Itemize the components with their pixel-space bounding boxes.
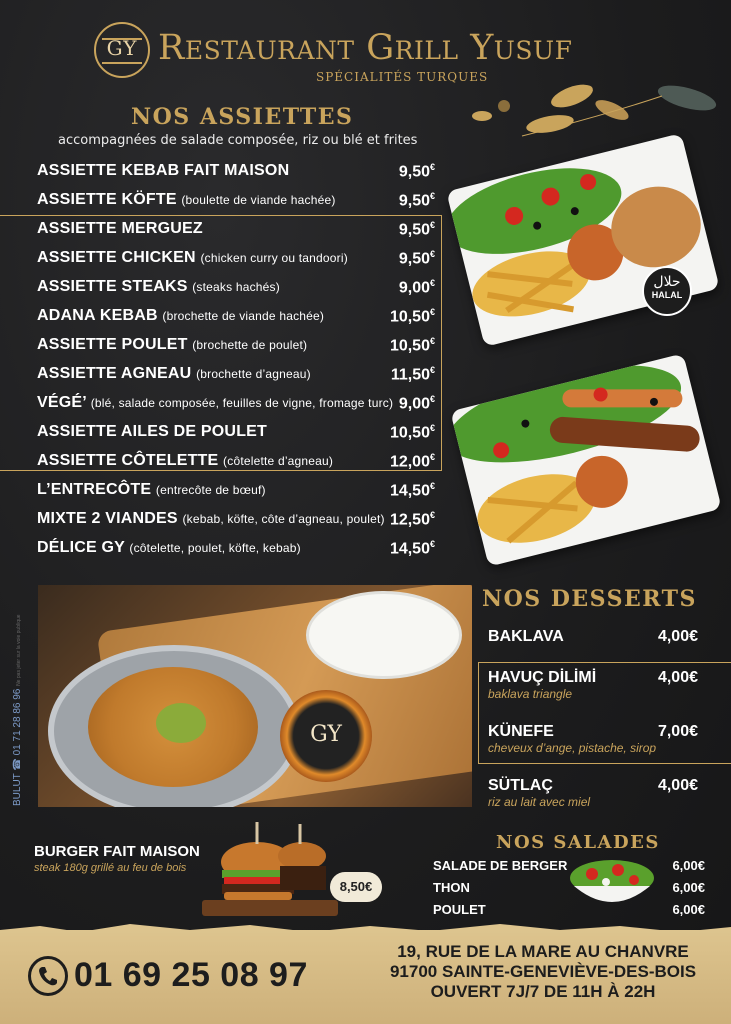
menu-item-price (399, 187, 435, 210)
menu-item-name: ADANA KEBAB (37, 307, 158, 324)
restaurant-subtitle: SPÉCIALITÉS TURQUES (316, 70, 489, 84)
menu-item-price (399, 390, 435, 413)
menu-item-row (37, 216, 435, 245)
kebab-plate-illustration (446, 133, 720, 347)
currency-symbol: € (429, 365, 435, 375)
phone-number[interactable]: 01 69 25 08 97 (74, 956, 308, 994)
menu-item-row (37, 303, 435, 332)
currency-symbol: € (429, 394, 435, 404)
halal-label: HALAL (651, 290, 683, 300)
menu-item-price-value: 12,50 (389, 511, 430, 529)
menu-item-row (37, 245, 435, 274)
menu-item-label (37, 477, 266, 499)
menu-item-name: ASSIETTE STEAKS (37, 278, 188, 295)
menu-item-description: (brochette de viande hachée) (162, 309, 325, 323)
dessert-price: 4,00€ (657, 628, 698, 645)
menu-item-row (37, 158, 435, 187)
burger-name: BURGER FAIT MAISON (34, 843, 200, 860)
menu-item-description: (boulette de viande hachée) (181, 193, 336, 207)
menu-item-price-value: 9,00 (398, 395, 430, 413)
currency-symbol: € (429, 249, 435, 259)
dessert-name: KÜNEFE (488, 723, 554, 740)
printer-phone: BULUT ☎ 01 71 28 86 96 (12, 688, 23, 806)
menu-item-price-value: 9,00 (398, 279, 430, 297)
currency-symbol: € (429, 191, 435, 201)
burger-price-badge: 8,50€ (330, 872, 382, 902)
dessert-description: cheveux d’ange, pistache, sirop (488, 741, 657, 755)
dessert-description: riz au lait avec miel (488, 795, 591, 809)
currency-symbol: € (429, 539, 435, 549)
menu-item-row (37, 274, 435, 303)
menu-item-label (37, 390, 393, 412)
menu-item-price (390, 477, 435, 500)
currency-symbol: € (429, 510, 435, 520)
dessert-item (488, 669, 698, 701)
plate-photo-2 (450, 353, 722, 566)
phone-icon (28, 956, 68, 996)
menu-item-price-value: 14,50 (389, 482, 430, 500)
halal-badge (642, 266, 692, 316)
salad-name: POULET (433, 902, 486, 917)
printer-note (12, 614, 23, 806)
dessert-price: 4,00€ (657, 777, 698, 794)
menu-item-row (37, 361, 435, 390)
menu-item-label (37, 448, 333, 470)
salad-name: SALADE DE BERGER (433, 858, 568, 873)
salades-title: NOS SALADES (496, 832, 660, 853)
menu-item-description: (kebab, köfte, côte d’agneau, poulet) (182, 512, 385, 526)
dessert-price: 4,00€ (657, 669, 698, 686)
menu-item-price-value: 10,50 (389, 424, 430, 442)
menu-item-name: L’ENTRECÔTE (37, 481, 152, 498)
menu-item-label (37, 361, 311, 383)
menu-item-label (37, 535, 301, 557)
menu-item-row (37, 390, 435, 419)
menu-item-row (37, 332, 435, 361)
menu-item-row (37, 419, 435, 448)
adana-plate-illustration (450, 353, 722, 566)
salad-name: THON (433, 880, 470, 895)
menu-item-price (390, 419, 435, 442)
menu-item-description: (brochette d’agneau) (196, 367, 311, 381)
currency-symbol: € (429, 423, 435, 433)
menu-item-label (37, 332, 307, 354)
menu-item-description: (brochette de poulet) (192, 338, 308, 352)
menu-item-label (37, 419, 267, 441)
currency-symbol: € (429, 220, 435, 230)
menu-item-label (37, 187, 336, 209)
opening-hours: OUVERT 7J/7 DE 11H À 22H (430, 982, 656, 1001)
menu-item-name: ASSIETTE MERGUEZ (37, 220, 203, 237)
menu-item-price-value: 14,50 (389, 540, 430, 558)
menu-item-name: ASSIETTE AILES DE POULET (37, 423, 268, 440)
menu-item-name: ASSIETTE AGNEAU (37, 365, 192, 382)
currency-symbol: € (429, 452, 435, 462)
currency-symbol: € (429, 278, 435, 288)
menu-item-name: ASSIETTE CHICKEN (37, 249, 196, 266)
menu-item-row (37, 477, 435, 506)
menu-item-label (37, 506, 385, 528)
halal-arabic-icon: حلال (653, 274, 681, 290)
dessert-item (488, 723, 698, 755)
leaves-decoration-icon (462, 76, 722, 146)
assiettes-subtitle: accompagnées de salade composée, riz ou blé et frites (58, 133, 418, 148)
menu-item-label (37, 274, 280, 296)
address-line1: 19, RUE DE LA MARE AU CHANVRE (397, 942, 689, 961)
menu-item-name: ASSIETTE CÔTELETTE (37, 452, 219, 469)
menu-item-price (390, 303, 435, 326)
menu-item-label (37, 216, 203, 238)
menu-item-price (390, 448, 435, 471)
currency-symbol: € (429, 336, 435, 346)
menu-item-description: (entrecôte de bœuf) (155, 483, 266, 497)
dessert-item (488, 628, 698, 646)
currency-symbol: € (429, 162, 435, 172)
menu-item-price (399, 274, 435, 297)
menu-item-name: ASSIETTE KEBAB FAIT MAISON (37, 162, 290, 179)
burger-description: steak 180g grillé au feu de bois (34, 862, 187, 874)
menu-item-row (37, 187, 435, 216)
menu-item-name: MIXTE 2 VIANDES (37, 510, 178, 527)
menu-item-label (37, 303, 324, 325)
burger-icon (202, 822, 342, 922)
address-line2: 91700 SAINTE-GENEVIÈVE-DES-BOIS (389, 962, 697, 981)
menu-item-price-value: 10,50 (389, 337, 430, 355)
menu-item-description: (chicken curry ou tandoori) (200, 251, 348, 265)
menu-item-price-value: 11,50 (390, 366, 430, 384)
salad-price: 6,00€ (672, 858, 705, 873)
restaurant-logo (94, 22, 150, 78)
dessert-description: baklava triangle (488, 687, 573, 701)
kunefe-photo (38, 585, 472, 807)
menu-item-price (390, 535, 435, 558)
menu-item-row (37, 448, 435, 477)
salad-price: 6,00€ (672, 902, 705, 917)
menu-item-price-value: 9,50 (398, 192, 430, 210)
menu-item-price-value: 12,00 (389, 453, 430, 471)
currency-symbol: € (429, 481, 435, 491)
menu-item-price-value: 9,50 (398, 250, 430, 268)
dessert-price: 7,00€ (657, 723, 698, 740)
menu-item-name: DÉLICE GY (37, 539, 125, 556)
dessert-item (488, 777, 698, 809)
plate-photo-1 (446, 133, 720, 347)
desserts-title: NOS DESSERTS (482, 586, 697, 612)
menu-item-description: (steaks hachés) (192, 280, 280, 294)
dessert-name: SÜTLAÇ (488, 777, 553, 794)
dessert-name: BAKLAVA (488, 628, 564, 645)
logo-monogram: GY (106, 36, 138, 60)
restaurant-title: Restaurant Grill Yusuf (158, 28, 573, 68)
menu-item-price (399, 216, 435, 239)
cream-bowl (306, 591, 462, 679)
menu-item-price-value: 9,50 (398, 221, 430, 239)
menu-item-price (399, 158, 435, 181)
menu-item-name: ASSIETTE POULET (37, 336, 188, 353)
menu-item-price-value: 10,50 (389, 308, 430, 326)
salad-price: 6,00€ (672, 880, 705, 895)
fire-logo-monogram: GY (310, 722, 342, 747)
menu-item-label (37, 158, 289, 180)
menu-item-price (390, 332, 435, 355)
menu-item-price (391, 361, 435, 384)
menu-item-description: (côtelette, poulet, köfte, kebab) (129, 541, 301, 555)
menu-item-description: (blé, salade composée, feuilles de vigne, fromage turc) (90, 396, 394, 410)
menu-item-row (37, 535, 435, 564)
menu-item-price-value: 9,50 (398, 163, 430, 181)
menu-item-name: VÉGÉ’ (37, 394, 87, 411)
menu-item-label (37, 245, 348, 267)
menu-item-name: ASSIETTE KÖFTE (37, 191, 177, 208)
menu-item-description: (côtelette d’agneau) (223, 454, 334, 468)
fire-logo (280, 690, 372, 782)
printer-small-print: Ne pas jeter sur la voie publique (16, 614, 22, 686)
currency-symbol: € (429, 307, 435, 317)
menu-item-row (37, 506, 435, 535)
dessert-name: HAVUÇ DİLİMİ (488, 669, 597, 686)
salad-bowl-icon (568, 856, 656, 912)
assiettes-title: NOS ASSIETTES (131, 104, 354, 130)
menu-item-price (399, 245, 435, 268)
menu-item-price (390, 506, 435, 529)
assiettes-list (37, 158, 435, 564)
